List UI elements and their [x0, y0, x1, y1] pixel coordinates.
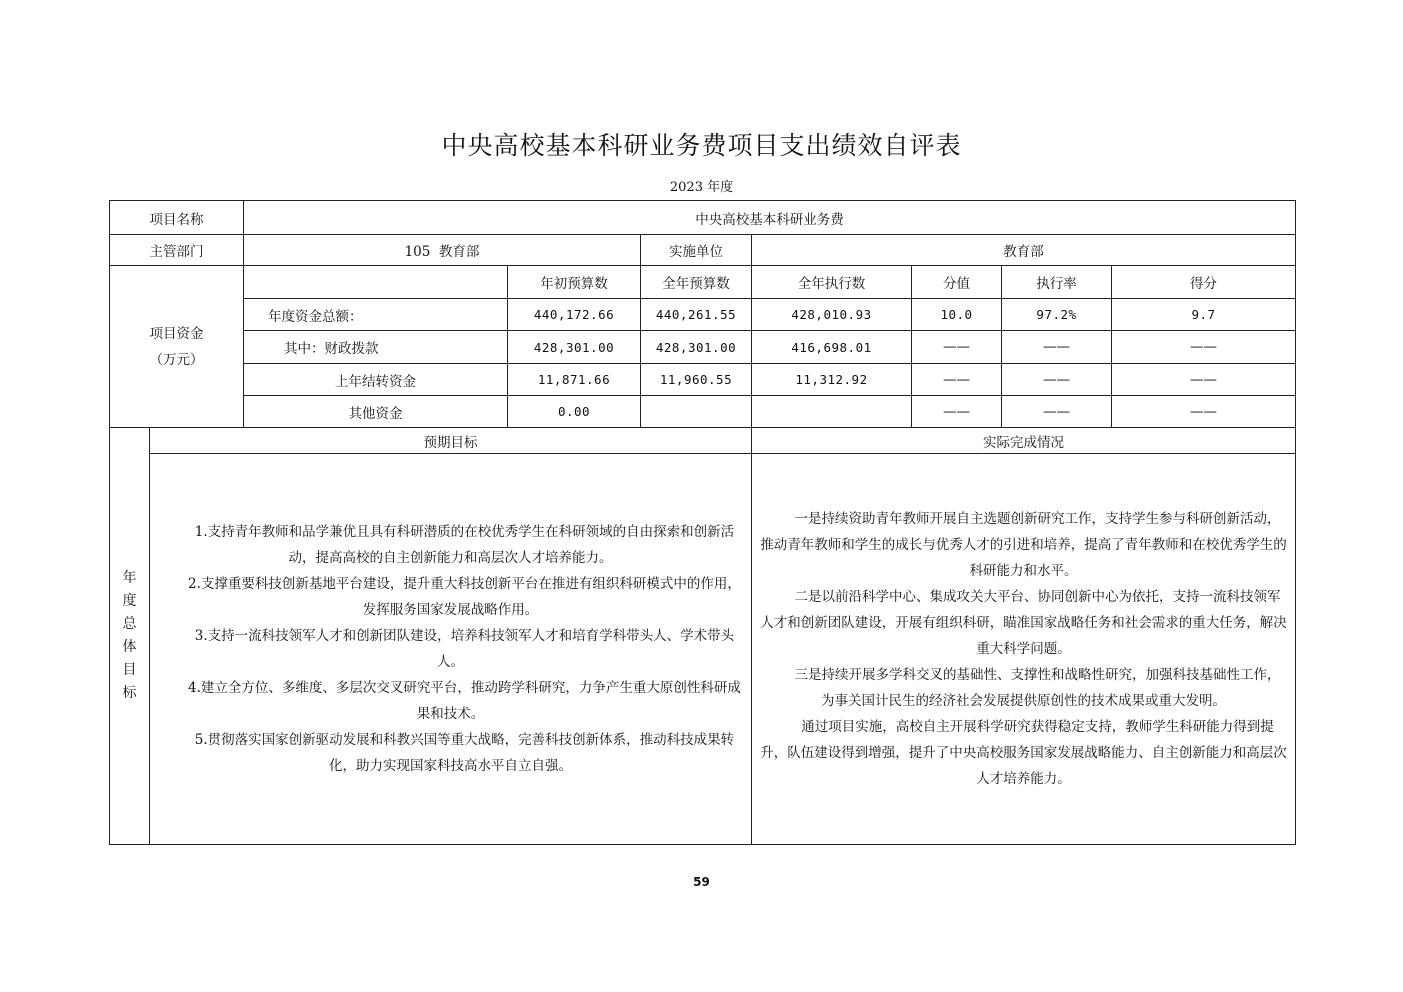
cell-executed	[752, 396, 912, 428]
cell-score: 9.7	[1112, 299, 1296, 331]
cell-executed: 416,698.01	[752, 331, 912, 364]
dept-label: 主管部门	[110, 235, 244, 266]
cell-annual	[641, 396, 752, 428]
page-number: 59	[693, 875, 710, 889]
goals-header-row	[110, 428, 1296, 454]
cell-score-value: ——	[912, 331, 1002, 364]
expected-goal-item: 4.建立全方位、多维度、多层次交叉研究平台，推动跨学科研究，力争产生重大原创性科研成果和技术。	[188, 680, 741, 722]
expected-goals-header: 预期目标	[150, 428, 752, 454]
row-funds-header	[110, 266, 1296, 299]
funds-row-fiscal	[110, 331, 1296, 364]
actual-completion-item: 二是以前沿科学中心、集成攻关大平台、协同创新中心为依托，支持一流科技领军人才和创新团队建设，开展有组织科研，瞄准国家战略任务和社会需求的重大任务，解决重大科学问题。	[760, 589, 1287, 657]
page-title: 中央高校基本科研业务费项目支出绩效自评表	[441, 131, 962, 160]
funds-label-line1: 项目资金	[149, 325, 204, 342]
project-name-label: 项目名称	[110, 201, 244, 235]
row-department	[110, 235, 1296, 266]
cell-score-value: 10.0	[912, 299, 1002, 331]
side-char: 度	[122, 593, 137, 609]
cell-annual: 440,261.55	[641, 299, 752, 331]
performance-table	[109, 200, 1296, 845]
header-executed: 全年执行数	[752, 266, 912, 299]
annual-goals-side-label	[110, 428, 150, 845]
expected-goal-item: 3.支持一流科技领军人才和创新团队建设，培养科技领军人才和培育学科带头人、学术带头人。	[194, 628, 735, 670]
cell-score: ——	[1112, 396, 1296, 428]
expected-goal-item: 1.支持青年教师和品学兼优且具有科研潜质的在校优秀学生在科研领域的自由探索和创新活动，提高高校的自主创新能力和高层次人才培养能力。	[194, 524, 735, 566]
funds-header-blank	[244, 266, 508, 299]
expected-goal-item: 2.支撑重要科技创新基地平台建设，提升重大科技创新平台在推进有组织科研模式中的作用，发挥服务国家发展战略作用。	[188, 576, 741, 618]
side-char: 标	[122, 685, 137, 701]
funds-row-total	[110, 299, 1296, 331]
funds-row-other	[110, 396, 1296, 428]
cell-score: ——	[1112, 331, 1296, 364]
cell-executed: 428,010.93	[752, 299, 912, 331]
actual-completion-text	[752, 454, 1296, 845]
cell-executed: 11,312.92	[752, 364, 912, 396]
project-name-value: 中央高校基本科研业务费	[244, 201, 1296, 235]
funds-label	[110, 266, 244, 428]
actual-completion-item: 三是持续开展多学科交叉的基础性、支撑性和战略性研究，加强科技基础性工作，为事关国计民生的经济社会发展提供原创性的技术成果或重大发明。	[794, 667, 1281, 709]
side-char: 目	[122, 662, 137, 678]
funds-row-label: 其中：财政拨款	[244, 331, 508, 364]
header-execution-rate: 执行率	[1002, 266, 1112, 299]
header-initial-budget: 年初预算数	[508, 266, 641, 299]
cell-score-value: ——	[912, 396, 1002, 428]
cell-rate: ——	[1002, 331, 1112, 364]
cell-initial: 440,172.66	[508, 299, 641, 331]
cell-initial: 11,871.66	[508, 364, 641, 396]
cell-annual: 11,960.55	[641, 364, 752, 396]
cell-initial: 0.00	[508, 396, 641, 428]
actual-completion-item: 一是持续资助青年教师开展自主选题创新研究工作，支持学生参与科研创新活动，推动青年教师和学生的成长与优秀人才的引进和培养，提高了青年教师和在校优秀学生的科研能力和水平。	[760, 511, 1287, 579]
goals-content-row	[110, 454, 1296, 845]
cell-rate: ——	[1002, 364, 1112, 396]
funds-row-label: 上年结转资金	[244, 364, 508, 396]
side-char: 总	[122, 616, 137, 632]
expected-goal-item: 5.贯彻落实国家创新驱动发展和科教兴国等重大战略，完善科技创新体系，推动科技成果转化，助力实现国家科技高水平自立自强。	[194, 732, 735, 774]
header-annual-budget: 全年预算数	[641, 266, 752, 299]
impl-value: 教育部	[752, 235, 1296, 266]
actual-completion-item: 通过项目实施，高校自主开展科学研究获得稳定支持，教师学生科研能力得到提升，队伍建设得到增强，提升了中央高校服务国家发展战略能力、自主创新能力和高层次人才培养能力。	[760, 719, 1287, 787]
funds-row-label: 其他资金	[244, 396, 508, 428]
side-char: 体	[122, 639, 137, 655]
cell-rate: 97.2%	[1002, 299, 1112, 331]
side-char: 年	[122, 570, 137, 586]
cell-score: ——	[1112, 364, 1296, 396]
expected-goals-text	[150, 454, 752, 845]
funds-row-carryover	[110, 364, 1296, 396]
header-score-value: 分值	[912, 266, 1002, 299]
row-project-name	[110, 201, 1296, 235]
actual-completion-header: 实际完成情况	[752, 428, 1296, 454]
dept-value: 105 教育部	[244, 235, 641, 266]
cell-rate: ——	[1002, 396, 1112, 428]
cell-initial: 428,301.00	[508, 331, 641, 364]
cell-score-value: ——	[912, 364, 1002, 396]
funds-label-line2: （万元）	[149, 351, 204, 368]
funds-row-label: 年度资金总额：	[244, 299, 508, 331]
cell-annual: 428,301.00	[641, 331, 752, 364]
year-label: 2023 年度	[669, 180, 734, 195]
header-score: 得分	[1112, 266, 1296, 299]
impl-label: 实施单位	[641, 235, 752, 266]
